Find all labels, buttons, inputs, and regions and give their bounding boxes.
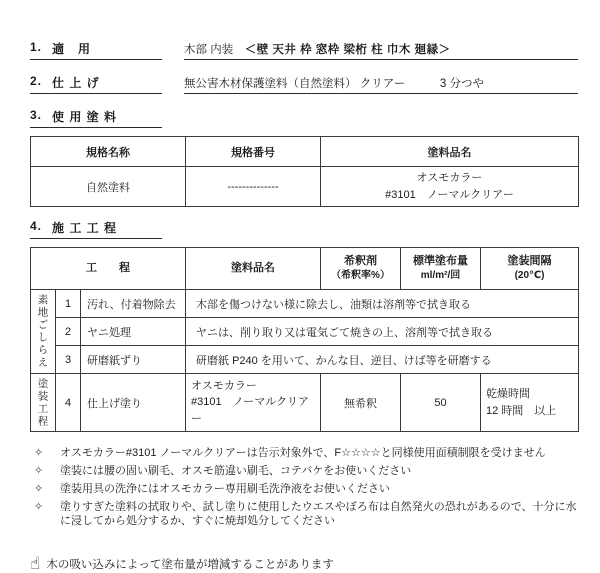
application-parts-list: ＜壁 天井 枠 窓枠 梁桁 柱 巾木 廻縁＞ [244, 44, 451, 56]
section-3-heading [30, 108, 162, 128]
interval-4-line2: 12 時間 以上 [486, 404, 557, 417]
cell-product-4 [186, 374, 321, 432]
cell-thinner-4: 無希釈 [321, 374, 401, 432]
paint-table-header-row [31, 137, 579, 167]
group-label-coating-process: 塗装工程 [31, 374, 56, 432]
diamond-bullet-icon: ✧ [34, 447, 44, 459]
header-product: 塗料品名 [186, 248, 321, 290]
section-4-number: 4. [30, 219, 43, 233]
header-thinner: 希釈剤 （希釈率%） [321, 248, 401, 290]
process-row-2 [31, 318, 579, 346]
cell-step-name-4: 仕上げ塗り [81, 374, 186, 432]
cell-step-name-2: ヤニ処理 [81, 318, 186, 346]
hand-note [30, 555, 578, 572]
note-item [30, 482, 578, 497]
header-spec-name: 規格名称 [31, 137, 186, 167]
cell-interval-4 [481, 374, 579, 432]
cell-spec-number: -------------- [186, 167, 321, 207]
diamond-bullet-icon: ✧ [34, 482, 44, 495]
process-row-1 [31, 290, 579, 318]
cell-step-number-1: 1 [56, 290, 81, 318]
notes-list [30, 446, 578, 529]
section-1-number: 1. [30, 40, 43, 54]
cell-coverage-4: 50 [401, 374, 481, 432]
note-item [30, 446, 578, 461]
header-spec-number: 規格番号 [186, 137, 321, 167]
cell-step-name-3: 研磨紙ずり [81, 346, 186, 374]
process-table-header-row [31, 248, 579, 290]
section-2-title: 仕 上 げ [52, 76, 100, 90]
note-text-2: 塗装には腰の固い刷毛、オスモ筋違い刷毛、コテバケをお使いください [60, 464, 412, 477]
section-1-content [184, 41, 578, 60]
product-name-line2: #3101 ノーマルクリアー [385, 188, 514, 201]
section-2-label [30, 74, 162, 94]
section-1-application [30, 40, 578, 60]
hand-note-text: 木の吸い込みによって塗布量が増減することがあります [46, 558, 334, 571]
header-process: 工 程 [31, 248, 186, 290]
header-product-name: 塗料品名 [321, 137, 579, 167]
section-1-label [30, 40, 162, 60]
product-name-line1: オスモカラー [416, 172, 483, 184]
section-3-title: 使 用 塗 料 [52, 110, 118, 124]
interval-4-line1: 乾燥時間 [486, 388, 531, 400]
cell-step-number-3: 3 [56, 346, 81, 374]
section-2-content: 無公害木材保護塗料（自然塗料） クリアー 3 分つや [184, 75, 578, 94]
product-4-line2: #3101 ノーマルクリアー [191, 396, 310, 425]
cell-step-desc-3: 研磨紙 P240 を用いて、かんな目、逆目、けば等を研磨する [186, 346, 579, 374]
header-interval: 塗装間隔 (20℃) [481, 248, 579, 290]
process-row-4 [31, 374, 579, 432]
cell-step-number-2: 2 [56, 318, 81, 346]
diamond-bullet-icon: ✧ [34, 500, 44, 513]
header-coverage: 標準塗布量 ml/m²/回 [401, 248, 481, 290]
group-label-surface-prep: 素地ごしらえ [31, 290, 56, 374]
cell-step-number-4: 4 [56, 374, 81, 432]
section-4-heading [30, 219, 162, 239]
section-3-number: 3. [30, 108, 43, 122]
note-text-1: オスモカラー#3101 ノーマルクリアーは告示対象外で、F☆☆☆☆と同様使用面積制限を受けません [60, 447, 546, 459]
note-text-3: 塗装用具の洗浄にはオスモカラー専用刷毛洗浄液をお使いください [60, 482, 390, 495]
paint-spec-table [30, 136, 579, 207]
pointing-hand-icon: ☝ [30, 554, 41, 573]
note-item [30, 464, 578, 479]
section-1-title: 適 用 [52, 42, 92, 56]
paint-table-data-row [31, 167, 579, 207]
cell-step-desc-1: 木部を傷つけない様に除去し、油類は溶剤等で拭き取る [186, 290, 579, 318]
cell-product-name [321, 167, 579, 207]
section-2-number: 2. [30, 74, 43, 88]
cell-step-name-1: 汚れ、付着物除去 [81, 290, 186, 318]
note-item [30, 500, 578, 530]
diamond-bullet-icon: ✧ [34, 464, 44, 477]
section-4-title: 施 工 工 程 [52, 221, 118, 235]
cell-spec-name: 自然塗料 [31, 167, 186, 207]
note-text-4: 塗りすぎた塗料の拭取りや、試し塗りに使用したウエスやぼろ布は自然発火の恐れがあるので、十分に水に浸してから処分するか、すぐに焼却処分してください [60, 500, 577, 528]
cell-step-desc-2: ヤニは、削り取り又は電気ごて焼きの上、溶剤等で拭き取る [186, 318, 579, 346]
application-scope: 木部 内装 [184, 44, 245, 56]
process-row-3 [31, 346, 579, 374]
section-2-finish [30, 74, 578, 94]
process-table [30, 247, 579, 432]
product-4-line1: オスモカラー [191, 379, 257, 392]
